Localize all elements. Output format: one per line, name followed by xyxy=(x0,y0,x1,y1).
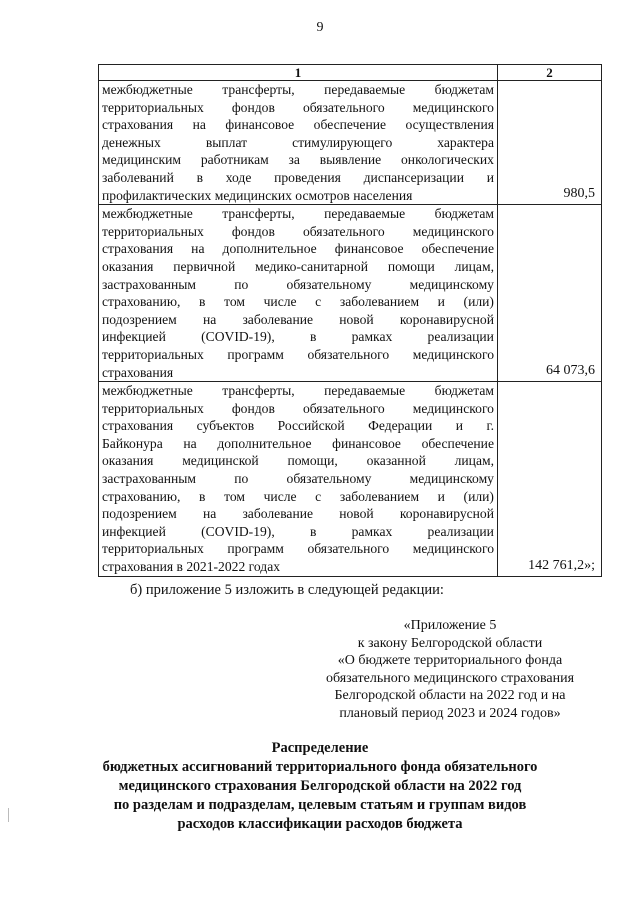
description-line: инфекцией (COVID-19), в рамках реализации xyxy=(102,329,494,345)
amendment-paragraph: б) приложение 5 изложить в следующей редакции: xyxy=(130,582,444,598)
description-line: межбюджетные трансферты, передаваемые бюджетам xyxy=(102,82,494,97)
description-line: застрахованным по обязательному медицинскому xyxy=(102,471,494,487)
heading-title: Распределение xyxy=(271,740,369,756)
column-header-1: 1 xyxy=(99,65,498,81)
document-heading xyxy=(0,739,640,834)
appendix-line: плановый период 2023 и 2024 годов» xyxy=(339,705,561,721)
description-line: межбюджетные трансферты, передаваемые бюджетам xyxy=(102,383,494,399)
appendix-line: «Приложение 5 xyxy=(403,618,497,633)
row-amount: 980,5 xyxy=(498,81,602,205)
heading-line: медицинского страхования Белгородской области на 2022 год xyxy=(118,778,522,794)
description-line: страхования в 2021-2022 годах xyxy=(102,559,281,575)
description-line: межбюджетные трансферты, передаваемые бюджетам xyxy=(102,206,494,222)
scan-margin-mark xyxy=(8,808,9,822)
description-line: страхования на дополнительное финансовое обеспечение xyxy=(102,241,494,257)
description-line: страхованию, в том числе с заболеванием и (или) xyxy=(102,294,494,310)
appendix-line: обязательного медицинского страхования xyxy=(325,670,575,686)
table-header-row xyxy=(99,65,602,81)
description-line: застрахованным по обязательному медицинскому xyxy=(102,276,494,292)
description-line: денежных выплат стимулирующего характера xyxy=(102,134,494,150)
description-line: заболеваний в ходе проведения диспансеризации и xyxy=(102,169,494,185)
appendix-line: к закону Белгородской области xyxy=(357,635,543,651)
description-line: страхования xyxy=(102,364,174,380)
description-line: территориальных программ обязательного медицинского xyxy=(102,346,494,362)
column-header-2: 2 xyxy=(498,65,602,81)
row-description xyxy=(99,205,498,382)
description-line: территориальных фондов обязательного медицинского xyxy=(102,99,494,115)
table-row xyxy=(99,81,602,205)
description-line: Байконура на дополнительное финансовое обеспечение xyxy=(102,435,494,451)
description-line: профилактических медицинских осмотров населения xyxy=(102,187,413,203)
row-description xyxy=(99,382,498,577)
appendix-reference xyxy=(300,617,600,723)
description-line: оказания медицинской помощи, оказанной лицам, xyxy=(102,453,494,469)
description-line: страхования на финансовое обеспечение осуществления xyxy=(102,117,494,133)
budget-table xyxy=(98,64,602,577)
row-amount: 142 761,2»; xyxy=(498,382,602,577)
description-line: оказания первичной медико-санитарной помощи лицам, xyxy=(102,258,494,274)
description-line: инфекцией (COVID-19), в рамках реализации xyxy=(102,523,494,539)
description-line: подозрением на заболевание новой коронавирусной xyxy=(102,506,494,522)
description-line: подозрением на заболевание новой коронавирусной xyxy=(102,311,494,327)
description-line: страхования субъектов Российской Федерации и г. xyxy=(102,418,494,434)
heading-line: бюджетных ассигнований территориального фонда обязательного xyxy=(102,759,538,775)
description-line: страхованию, в том числе с заболеванием и (или) xyxy=(102,488,494,504)
heading-line: расходов классификации расходов бюджета xyxy=(177,816,463,832)
description-line: территориальных программ обязательного медицинского xyxy=(102,541,494,557)
description-line: медицинским работникам за выявление онкологических xyxy=(102,152,494,168)
row-amount: 64 073,6 xyxy=(498,205,602,382)
description-line: территориальных фондов обязательного медицинского xyxy=(102,223,494,239)
heading-line: по разделам и подразделам, целевым статьям и группам видов xyxy=(113,797,527,813)
appendix-line: «О бюджете территориального фонда xyxy=(337,653,563,669)
page-number: 9 xyxy=(316,20,324,35)
row-description xyxy=(99,81,498,205)
table-row xyxy=(99,205,602,382)
table-row xyxy=(99,382,602,577)
description-line: территориальных фондов обязательного медицинского xyxy=(102,400,494,416)
appendix-line: Белгородской области на 2022 год и на xyxy=(334,688,566,704)
